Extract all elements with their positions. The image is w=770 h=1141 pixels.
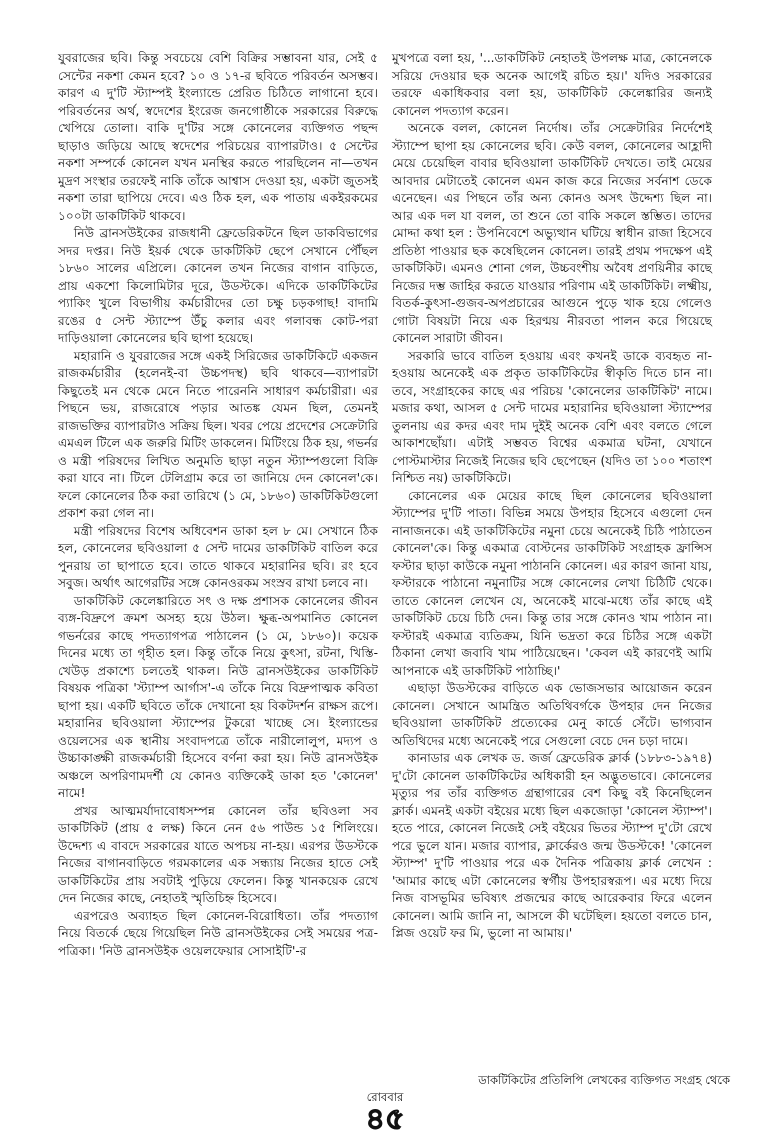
paragraph: নিউ ব্রানসউইকের রাজধানী ফ্রেডেরিকটনে ছিল ডাকবিভাগের সদর দপ্তর। নিউ ইয়র্ক থেকে ডাকটিকিট ছেপে সেখানে পৌঁছল ১৮৬০ সালের এপ্রিলে। কোনেল তখন নিজের বাগান বাড়িতে, প্রায় একশো কিলোমিটার দূরে, উডস্টকে। এদিকে ডাকটিকিটের প্যাকিং খুলে বিভাগীয় কর্মচারীদের তো চক্ষু চড়কগাছ! বাদামি রঙের ৫ সেন্ট স্ট্যাম্পে উঁচু কলার এবং গলাবন্ধ কোট-পরা দাড়িওয়ালা কোনেলের ছবি ছাপা হয়েছে। [58,226,378,345]
section-name: রোববার [366,1090,404,1104]
left-column [58,50,378,960]
paragraph: যুবরাজের ছবি। কিন্তু সবচেয়ে বেশি বিক্রির সম্ভাবনা যার, সেই ৫ সেন্টের নকশা কেমন হবে? ১০ ও ১৭-র ছবিতে পরিবর্তন অসম্ভব। কারণ এ দু'টি স্ট্যাম্পই ইংল্যান্ডে প্রেরিত চিঠিতে লাগানো হবে। পরিবর্তনের অর্থ, স্বদেশের ইংরেজ জনগোষ্ঠীকে সরকারের বিরুদ্ধে খেপিয়ে তোলা। বাকি দু'টির সঙ্গে কোনেলের ব্যক্তিগত পছন্দ ছাড়াও জড়িয়ে আছে স্বদেশের পরিচয়ের ব্যাপারটাও। ৫ সেন্টের নকশা সম্পর্কে কোনেল যখন মনস্থির করতে পারছিলেন না—তখন মুদ্রণ সংস্থার তরফেই নাকি তাঁকে আশ্বাস দেওয়া হয়, একটা জুতসই নকশা তারা ছাপিয়ে দেবে। এও ঠিক হল, এক পাতায় একইরকমের ১০০টা ডাকটিকিট থাকবে। [58,51,378,223]
paragraph: ডাকটিকিট কেলেঙ্কারিতে সৎ ও দক্ষ প্রশাসক কোনেলের জীবন ব্যঙ্গ-বিদ্রুপে ক্রমশ অসহ্য হয়ে উঠল। ক্ষুব্ধ-অপমানিত কোনেল গভর্নরের কাছে পদত্যাগপত্র পাঠালেন (১ মে, ১৮৬০)। কয়েক দিনের মধ্যে তা গৃহীত হল। কিন্তু তাঁকে নিয়ে কুৎসা, রটনা, খিস্তি-খেউড় প্রকাশ্যে চলতেই থাকল। নিউ ব্রানসউইকের ডাকটিকিট বিষয়ক পত্রিকা 'স্ট্যাম্প আর্গাস'-এ তাঁকে নিয়ে বিদ্রুপাত্মক কবিতা ছাপা হয়। একটি ছবিতে তাঁকে দেখানো হয় বিকটদর্শন রাক্ষস রূপে। মহারানির ছবিওয়ালা স্ট্যাম্পের টুকরো খাচ্ছে সে। ইংল্যান্ডের ওয়েলসের এক স্থানীয় সংবাদপত্রে তাঁকে নারীলোলুপ, মদ্যপ ও উচ্চাকাঙ্ক্ষী রাজকর্মচারী হিসেবে বর্ণনা করা হয়। নিউ ব্রানসউইক অঞ্চলে অপরিণামদর্শী যে কোনও ব্যক্তিকেই ডাকা হত 'কোনেল' নামে! [58,593,378,800]
paragraph: প্রখর আত্মমর্যাদাবোধসম্পন্ন কোনেল তাঁর ছবিওলা সব ডাকটিকিট (প্রায় ৫ লক্ষ) কিনে নেন ৫৬ পাউন্ড ১৫ শিলিংয়ে। উদ্দেশ্য এ বাবদে সরকারের যাতে অপচয় না-হয়। এরপর উডস্টকে নিজের বাগানবাড়িতে গরমকালের এক সন্ধ্যায় নিজের হাতে সেই ডাকটিকিটের প্রায় সবটাই পুড়িয়ে ফেলেন। কিন্তু খানকয়েক রেখে দেন নিজের কাছে, নেহাতই স্মৃতিচিহ্ন হিসেবে। [58,803,378,905]
page-number: ৪৫ [365,1102,405,1137]
paragraph: কানাডার এক লেখক ড. জর্জ ফ্রেডেরিক ক্লার্ক (১৮৮৩-১৯৭৪) দু'টো কোনেল ডাকটিকিটের অধিকারী হন অদ্ভুতভাবে। কোনেলের মৃত্যুর পর তাঁর ব্যক্তিগত গ্রন্থাগারের বেশ কিছু বই কিনেছিলেন ক্লার্ক। এমনই একটা বইয়ের মধ্যে ছিল একজোড়া 'কোনেল স্ট্যাম্প'। হতে পারে, কোনেল নিজেই সেই বইয়ের ভিতর স্ট্যাম্প দু'টো রেখে পরে ভুলে যান। মজার ব্যাপার, ক্লার্কেরও জন্ম উডস্টকে! 'কোনেল স্ট্যাম্প' দু'টি পাওয়ার পরে এক দৈনিক পত্রিকায় ক্লার্ক লেখেন : 'আমার কাছে এটা কোনেলের স্বর্গীয় উপহারস্বরূপ। এর মধ্যে দিয়ে নিজ বাসভূমির ভবিষ্যৎ প্রজন্মের কাছে আরেকবার ফিরে এলেন কোনেল। আমি জানি না, আসলে কী ঘটেছিল। হয়তো বলতে চান, প্লিজ ওয়েট ফর মি, ভুলো না আমায়।' [392,751,712,940]
image-credit-caption: ডাকটিকিটের প্রতিলিপি লেখকের ব্যক্তিগত সংগ্রহ থেকে [478,1073,730,1087]
paragraph: সরকারি ভাবে বাতিল হওয়ায় এবং কখনই ডাকে ব্যবহৃত না-হওয়ায় অনেকেই এক প্রকৃত ডাকটিকিটের স্বীকৃতি দিতে চান না। তবে, সংগ্রাহকের কাছে এর পরিচয় 'কোনেলের ডাকটিকিট' নামে। মজার কথা, আসল ৫ সেন্ট দামের মহারানির ছবিওয়ালা স্ট্যাম্পের তুলনায় এর কদর এবং দাম দুইই অনেক বেশি এবং বলতে গেলে আকাশছোঁয়া। এটাই সম্ভবত বিশ্বের একমাত্র ঘটনা, যেখানে পোস্টমাস্টার নিজেই নিজের ছবি ছেপেছেন (যদিও তা ১০০ শতাংশ নিশ্চিত নয়) ডাকটিকিটে। [392,348,712,485]
paragraph: কোনেলের এক মেয়ের কাছে ছিল কোনেলের ছবিওয়ালা স্ট্যাম্পের দু'টি পাতা। বিভিন্ন সময়ে উপহার হিসেবে এগুলো দেন নানাজনকে। এই ডাকটিকিটের নমুনা চেয়ে অনেকেই চিঠি পাঠাতেন কোনেল'কে। কিন্তু একমাত্র বোস্টনের ডাকটিকিট সংগ্রাহক ফ্রান্সিস ফস্টার ছাড়া কাউকে নমুনা পাঠাননি কোনেল। এর কারণ জানা যায়, ফস্টারকে পাঠানো নমুনাটির সঙ্গে কোনেলের লেখা চিঠিটি থেকে। তাতে কোনেল লেখেন যে, অনেকেই মাঝে-মধ্যে তাঁর কাছে এই ডাকটিকিট চেয়ে চিঠি দেন। কিন্তু তার সঙ্গে কোনও খাম পাঠান না। ফস্টারই একমাত্র ব্যতিক্রম, যিনি ভদ্রতা করে চিঠির সঙ্গে একটা ঠিকানা লেখা জবাবি খাম পাঠিয়েছেন। 'কেবল এই কারণেই আমি আপনাকে এই ডাকটিকিট পাঠাচ্ছি।' [392,488,712,678]
paragraph: মুখপত্রে বলা হয়, '...ডাকটিকিট নেহাতই উপলক্ষ মাত্র, কোনেলকে সরিয়ে দেওয়ার ছক অনেক আগেই রচিত হয়।' যদিও সরকারের তরফে একাধিকবার বলা হয়, ডাকটিকিট কেলেঙ্কারির জন্যই কোনেল পদত্যাগ করেন। [392,51,712,118]
paragraph: মহারানি ও যুবরাজের সঙ্গে একই সিরিজের ডাকটিকিটে একজন রাজকর্মচারীর (হলেনই-বা উচ্চপদস্থ) ছবি থাকবে—ব্যাপারটা কিছুতেই মন থেকে মেনে নিতে পারেননি সাধারণ কর্মচারীরা। এর পিছনে ভয়, রাজরোষে পড়ার আতঙ্ক যেমন ছিল, তেমনই রাজভক্তির ব্যাপারটাও সক্রিয় ছিল। খবর পেয়ে প্রদেশের সেক্রেটারি এমএল টিলে এক জরুরি মিটিং ডাকলেন। মিটিংয়ে ঠিক হয়, গভর্নর ও মন্ত্রী পরিষদের লিখিত অনুমতি ছাড়া নতুন স্ট্যাম্পগুলো বিক্রি করা যাবে না। টিলে টেলিগ্রাম করে তা জানিয়ে দেন কোনেল'কে। ফলে কোনেলের ঠিক করা তারিখে (১ মে, ১৮৬০) ডাকটিকিটগুলো প্রকাশ করা গেল না। [58,348,378,520]
paragraph: মন্ত্রী পরিষদের বিশেষ অধিবেশন ডাকা হল ৮ মে। সেখানে ঠিক হল, কোনেলের ছবিওয়ালা ৫ সেন্ট দামের ডাকটিকিট বাতিল করে পুনরায় তা ছাপাতে হবে। তাতে থাকবে মহারানির ছবি। রং হবে সবুজ। অর্থাৎ আগেরটির সঙ্গে কোনওরকম সংস্রব রাখা চলবে না। [58,523,378,590]
right-column [392,50,712,943]
paragraph: অনেকে বলল, কোনেল নির্দোষ। তাঁর সেক্রেটারির নির্দেশেই স্ট্যাম্পে ছাপা হয় কোনেলের ছবি। কেউ বলল, কোনেলের আহ্লাদী মেয়ে চেয়েছিল বাবার ছবিওয়ালা ডাকটিকিট দেখতে। তাই মেয়ের আবদার মেটাতেই কোনেল এমন কাজ করে নিজের সর্বনাশ ডেকে এনেছেন। এর পিছনে তাঁর অন্য কোনও অসৎ উদ্দেশ্য ছিল না। আর এক দল যা বলল, তা শুনে তো বাকি সকলে স্তম্ভিত। তাদের মোদ্দা কথা হল : উপনিবেশে অভ্যুত্থান ঘটিয়ে স্বাধীন রাজা হিসেবে প্রতিষ্ঠা পাওয়ার ছক কষেছিলেন কোনেল। তারই প্রথম পদক্ষেপ এই ডাকটিকিট। এমনও শোনা গেল, উচ্চবংশীয় অবৈধ প্রণয়িনীর কাছে নিজের দম্ভ জাহির করতে যাওয়ার পরিণাম এই ডাকটিকিট। লক্ষ্মীয়, বিতর্ক-কুৎসা-গুজব-অপপ্রচারের আগুনে পুড়ে খাক হয়ে গেলেও গোটা বিষয়টা নিয়ে এক হিরণ্ময় নীরবতা পালন করে গিয়েছে কোনেল সারাটা জীবন। [392,121,712,345]
paragraph: এছাড়া উডস্টকের বাড়িতে এক ভোজসভার আয়োজন করেন কোনেল। সেখানে আমন্ত্রিত অতিথিবর্গকে উপহার দেন নিজের ছবিওয়ালা ডাকটিকিট প্রত্যেকের মেনু কার্ডে সেঁটে। ভাগ্যবান অতিথিদের মধ্যে অনেকেই পরে সেগুলো বেচে দেন চড়া দামে। [392,681,712,748]
paragraph: এরপরেও অব্যাহত ছিল কোনেল-বিরোধিতা। তাঁর পদত্যাগ নিয়ে বিতর্কে ছেয়ে গিয়েছিল নিউ ব্রানসউইকের সেই সময়ের পত্র-পত্রিকা। 'নিউ ব্রানসউইক ওয়েলফেয়ার সোসাইটি'-র [58,908,378,958]
